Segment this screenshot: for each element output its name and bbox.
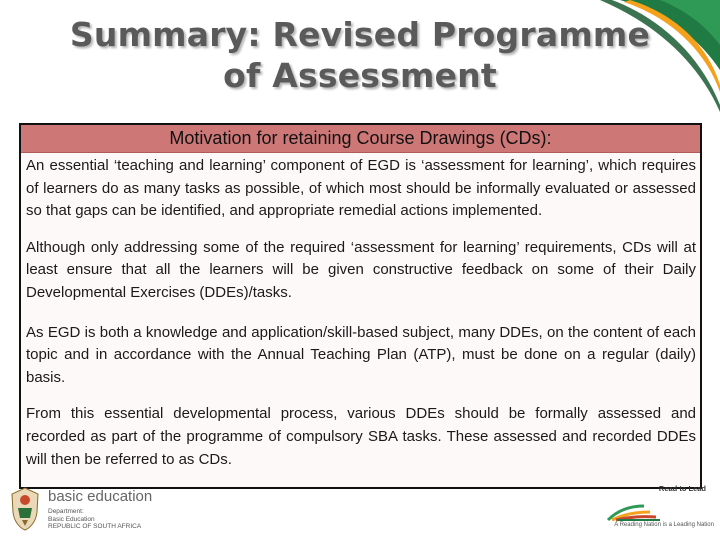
- dbe-logo: [8, 484, 198, 536]
- title-line-2: of Assessment: [223, 56, 497, 95]
- dept-line-3: REPUBLIC OF SOUTH AFRICA: [48, 523, 142, 530]
- coat-of-arms-icon: [8, 486, 42, 532]
- read-to-lead-tagline: A Reading Nation is a Leading Nation: [614, 522, 714, 528]
- read-to-lead-logo: [604, 484, 714, 536]
- paragraph-2: Although only addressing some of the required ‘assessment for learning’ requirements, CDs will at least ensure that all the learners will be given constructive feedback on some of their Daily Developmental Exercises (DDEs)/tasks.: [26, 238, 696, 301]
- box-header: Motivation for retaining Course Drawings (CDs):: [21, 125, 700, 153]
- slide-title: [0, 14, 720, 96]
- department-name: basic education: [48, 488, 153, 505]
- paragraph-3: As EGD is both a knowledge and application/skill-based subject, many DDEs, on the content of each topic and in accordance with the Annual Teaching Plan (ATP), must be done on a regular (daily) basis.: [26, 323, 696, 386]
- dept-line-2: Basic Education: [48, 515, 95, 523]
- read-to-lead-logo-icon: [604, 490, 674, 524]
- dept-line-1: Department:: [48, 508, 84, 515]
- paragraph-4: From this essential developmental process, various DDEs should be formally assessed and recorded as part of the programme of compulsory SBA tasks. These assessed and recorded DDEs will then be referred to as CDs.: [26, 405, 696, 468]
- paragraph-1: An essential ‘teaching and learning’ component of EGD is ‘assessment for learning’, which requires of learners do as many tasks as possible, of which most should be informally evaluated or assessed so that gaps can be identified, and appropriate remedial actions implemented.: [26, 157, 696, 220]
- department-subtitle: [48, 508, 141, 531]
- read-to-lead-title: Read to Lead: [658, 484, 706, 493]
- title-line-1: Summary: Revised Programme: [69, 15, 651, 54]
- content-box: [19, 123, 702, 489]
